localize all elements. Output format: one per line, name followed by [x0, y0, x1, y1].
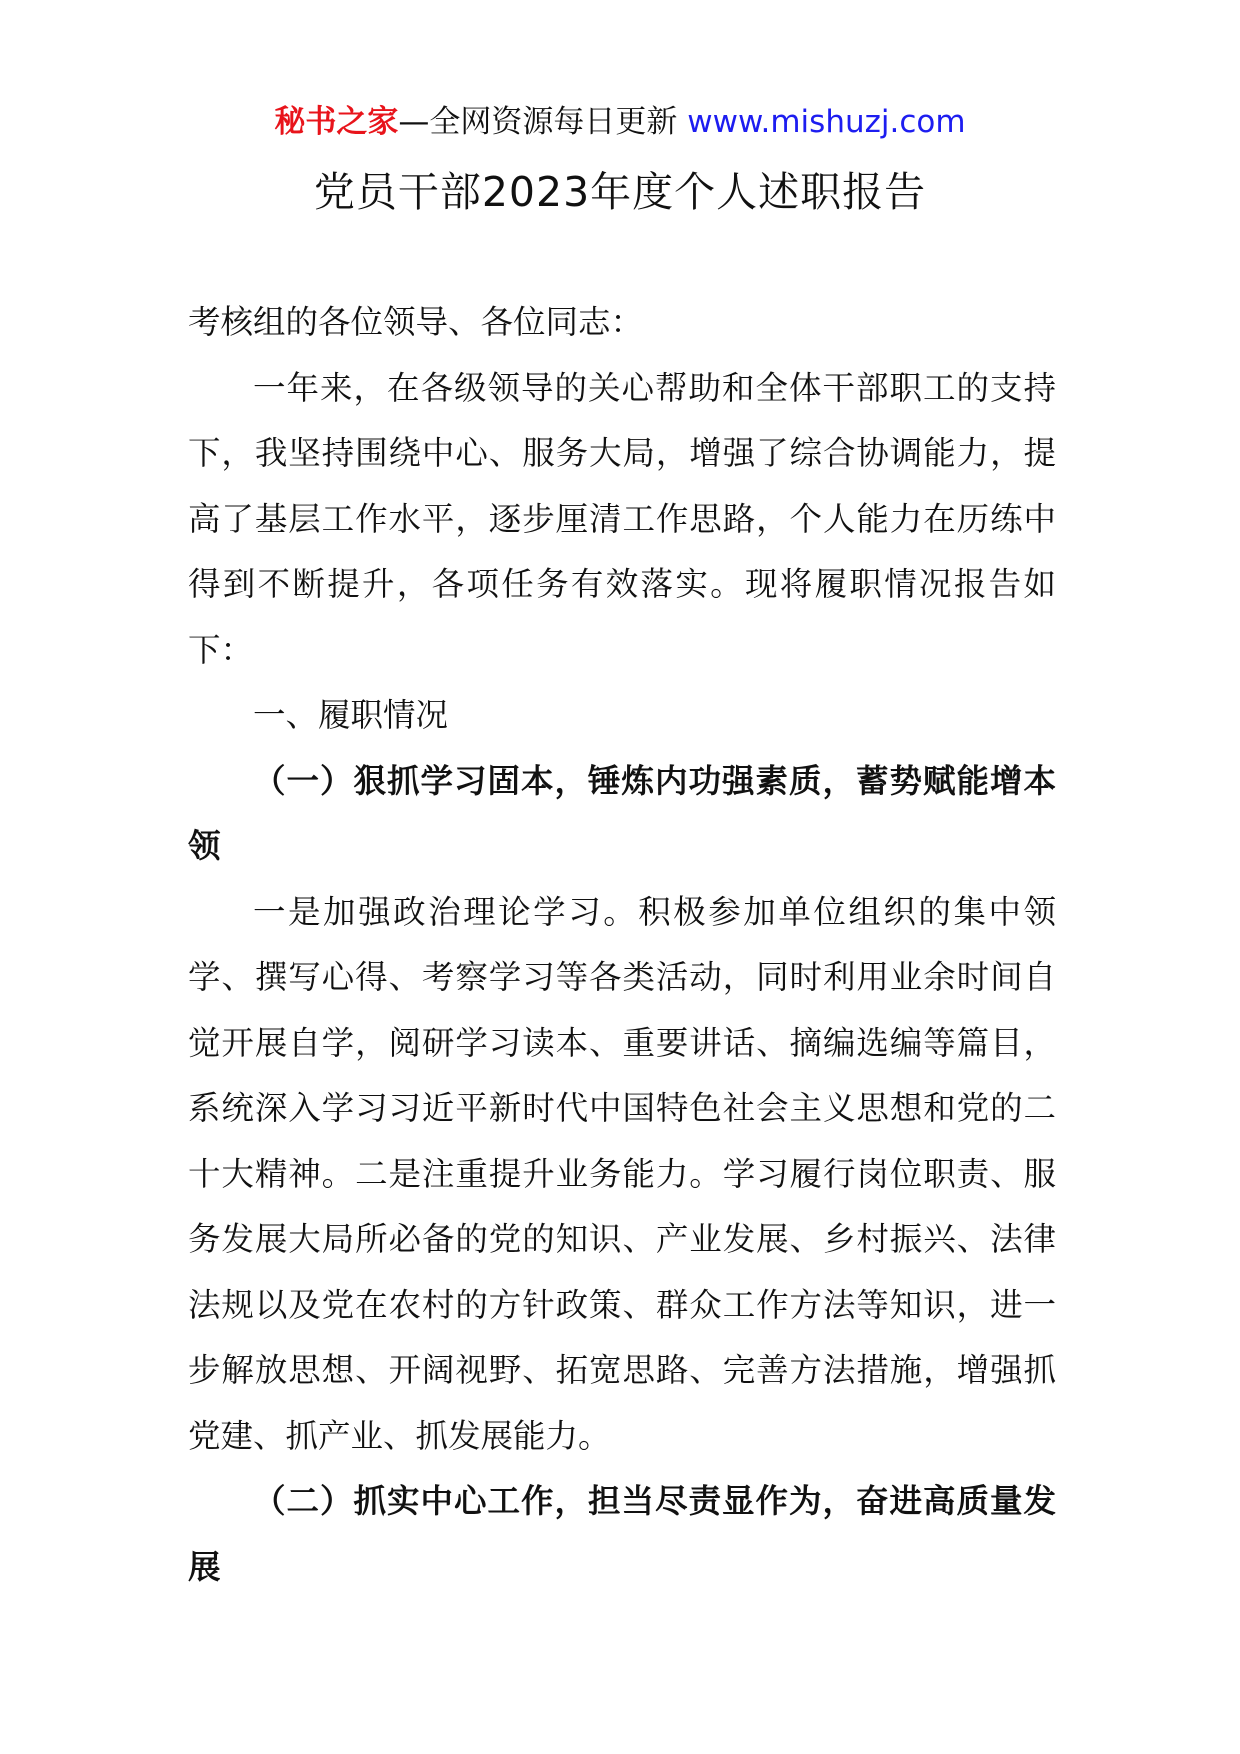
subsection-paragraph: 一是加强政治理论学习。积极参加单位组织的集中领学、撰写心得、考察学习等各类活动，同时利用业余时间自觉开展自学，阅研学习读本、重要讲话、摘编选编等篇目，系统深入学习习近平新时代中国特色社会主义思想和党的二十大精神。二是注重提升业务能力。学习履行岗位职责、服务发展大局所必备的党的知识、产业发展、乡村振兴、法律法规以及党在农村的方针政策、群众工作方法等知识，进一步解放思想、开阔视野、拓宽思路、完善方法措施，增强抓党建、抓产业、抓发展能力。 [188, 892, 1056, 1455]
salutation: 考核组的各位领导、各位同志： [188, 303, 644, 341]
watermark-url: www.mishuzj.com [687, 104, 966, 140]
subsection-heading-2: （二）抓实中心工作，担当尽责显作为，奋进高质量发展 [188, 1482, 1056, 1586]
section-heading: 一、履职情况 [253, 696, 449, 734]
document-body [188, 290, 1056, 1600]
watermark-tagline: —全网资源每日更新 [398, 104, 678, 140]
document-title: 党员干部2023年度个人述职报告 [313, 168, 927, 216]
intro-paragraph: 一年来，在各级领导的关心帮助和全体干部职工的支持下，我坚持围绕中心、服务大局，增强了综合协调能力，提高了基层工作水平，逐步厘清工作思路，个人能力在历练中得到不断提升，各项任务有效落实。现将履职情况报告如下： [188, 368, 1056, 669]
subsection-heading: （一）狠抓学习固本，锤炼内功强素质，蓄势赋能增本领 [188, 761, 1056, 865]
watermark-header [0, 100, 1240, 144]
watermark-brand: 秘书之家 [274, 104, 399, 140]
